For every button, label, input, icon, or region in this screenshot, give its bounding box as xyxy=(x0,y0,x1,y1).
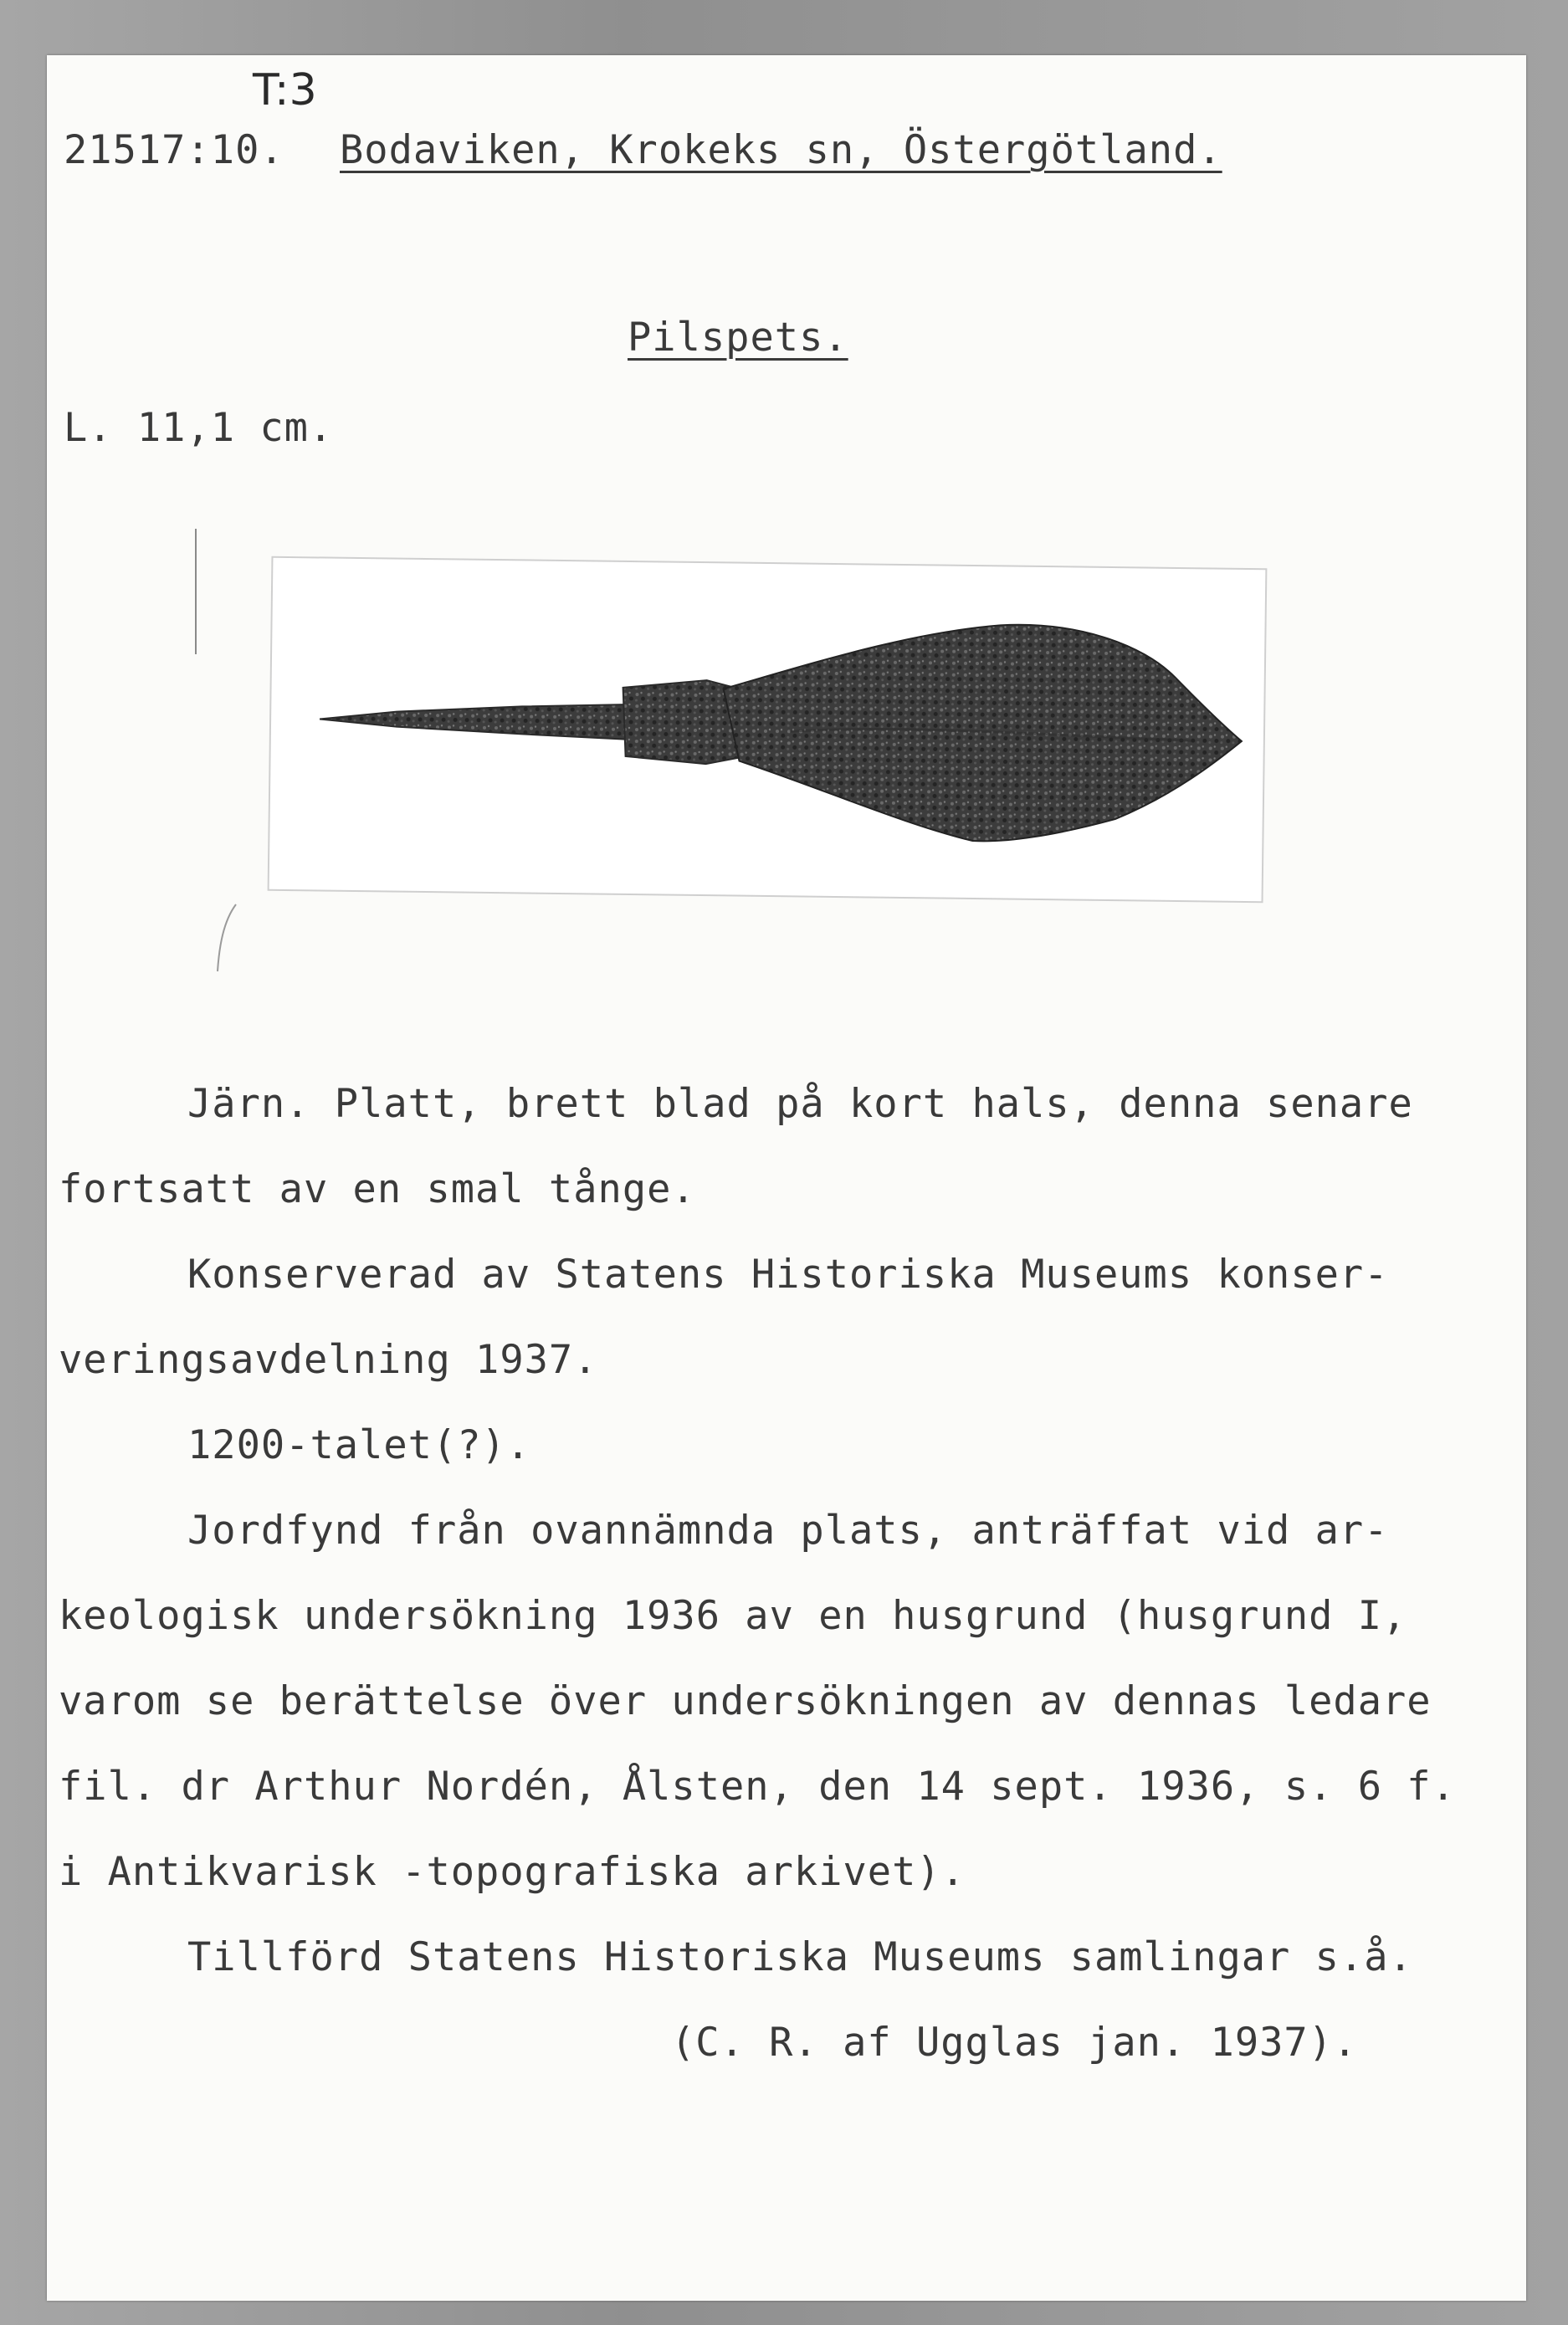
body-line-9: fil. dr Arthur Nordén, Ålsten, den 14 sept. 1936, s. 6 f. xyxy=(59,1764,1456,1810)
body-line-1: Järn. Platt, brett blad på kort hals, denna senare xyxy=(187,1081,1413,1127)
arrowhead-photo xyxy=(268,556,1268,904)
signature-line: (C. R. af Ugglas jan. 1937). xyxy=(671,2020,1358,2066)
arrowhead-image xyxy=(269,558,1266,901)
body-line-7: keologisk undersökning 1936 av en husgrund (husgrund I, xyxy=(59,1593,1407,1639)
body-line-10: i Antikvarisk -topografiska arkivet). xyxy=(59,1849,966,1895)
handwritten-mark: T:3 xyxy=(253,65,317,115)
body-line-3: Konserverad av Statens Historiska Museums konser- xyxy=(187,1252,1389,1298)
pencil-mark xyxy=(211,900,244,976)
body-line-5: 1200-talet(?). xyxy=(187,1422,531,1468)
catalog-card xyxy=(47,55,1526,2301)
arrowhead-neck xyxy=(622,679,740,765)
find-location: Bodaviken, Krokeks sn, Östergötland. xyxy=(340,127,1222,173)
object-length: L. 11,1 cm. xyxy=(64,405,334,451)
catalog-number: 21517:10. xyxy=(64,127,284,173)
body-line-8: varom se berättelse över undersökningen av dennas ledare xyxy=(59,1678,1432,1724)
arrowhead-tang xyxy=(320,700,633,740)
body-line-11: Tillförd Statens Historiska Museums samlingar s.å. xyxy=(187,1934,1413,1980)
object-title: Pilspets. xyxy=(628,315,848,361)
body-line-2: fortsatt av en smal tånge. xyxy=(59,1166,696,1212)
body-line-4: veringsavdelning 1937. xyxy=(59,1337,598,1383)
body-line-6: Jordfynd från ovannämnda plats, anträffat vid ar- xyxy=(187,1508,1389,1554)
margin-mark xyxy=(195,529,197,654)
